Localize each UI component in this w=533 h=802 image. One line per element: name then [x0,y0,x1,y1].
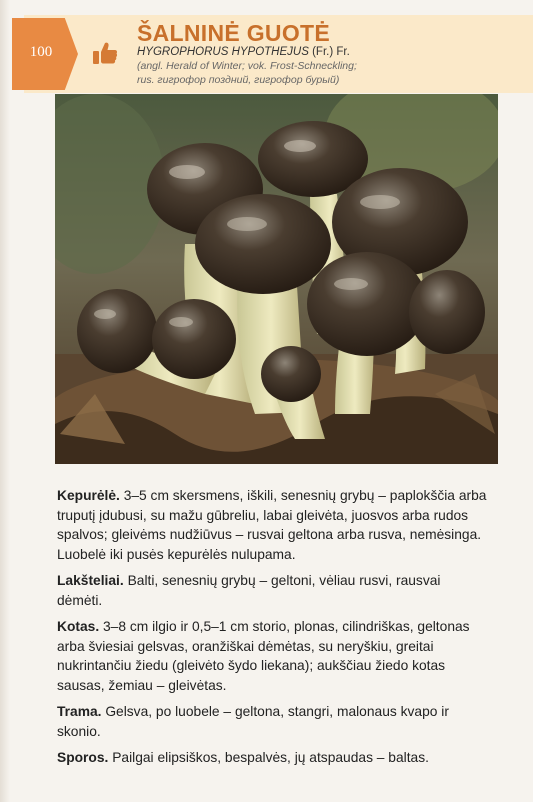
section-label: Sporos. [57,750,109,765]
species-title: ŠALNINĖ GUOTĖ [137,20,331,46]
mushroom-photo [55,94,498,464]
latin-name-italic: HYGROPHORUS HYPOTHEJUS [137,46,309,58]
section-text: Pailgai elipsiškos, bespalvės, jų atspaudas – baltas. [108,750,429,765]
section-label: Kotas. [57,619,100,634]
description-text [57,486,487,775]
section-spores [57,748,487,768]
section-cap [57,486,487,564]
section-label: Kepurėlė. [57,488,120,503]
section-label: Lakšteliai. [57,573,124,588]
section-text: 3–8 cm ilgio ir 0,5–1 cm storio, plonas, cilindriškas, geltonas arba šviesiai gelsvas, oranžiškai dėmėtas, su neryškiu, greitai nukrintančiu žiedu (gleivėto šydo liekana); aukščiau žiedo kotas sausas, žemiau – gleivėtas. [57,619,470,693]
latin-name [137,46,350,58]
section-gills [57,571,487,610]
thumbs-up-icon [92,40,118,66]
alternative-names: (angl. Herald of Winter; vok. Frost-Schneckling; rus. гигрофор поздний, гигрофор бурый) [137,60,357,86]
section-text: Balti, senesnių grybų – geltoni, vėliau rusvi, rausvai dėmėti. [57,573,441,608]
section-stem [57,617,487,695]
section-text: Gelsva, po luobele – geltona, stangri, malonaus kvapo ir skonio. [57,704,449,739]
page-number: 100 [29,44,53,60]
section-flesh [57,702,487,741]
page-binding-edge [0,0,10,802]
latin-author: (Fr.) Fr. [308,46,350,58]
section-text: 3–5 cm skersmens, iškili, senesnių grybų – paplokščia arba truputį įdubusi, su mažu gūbreliu, labai gleivėta, juosvos arba rudos spalvos; gleivėms nudžiūvus – rusvai geltona arba rusva, nemėsinga. Luobelė iki pusės kepurėlės nulupama. [57,488,487,562]
section-label: Trama. [57,704,102,719]
